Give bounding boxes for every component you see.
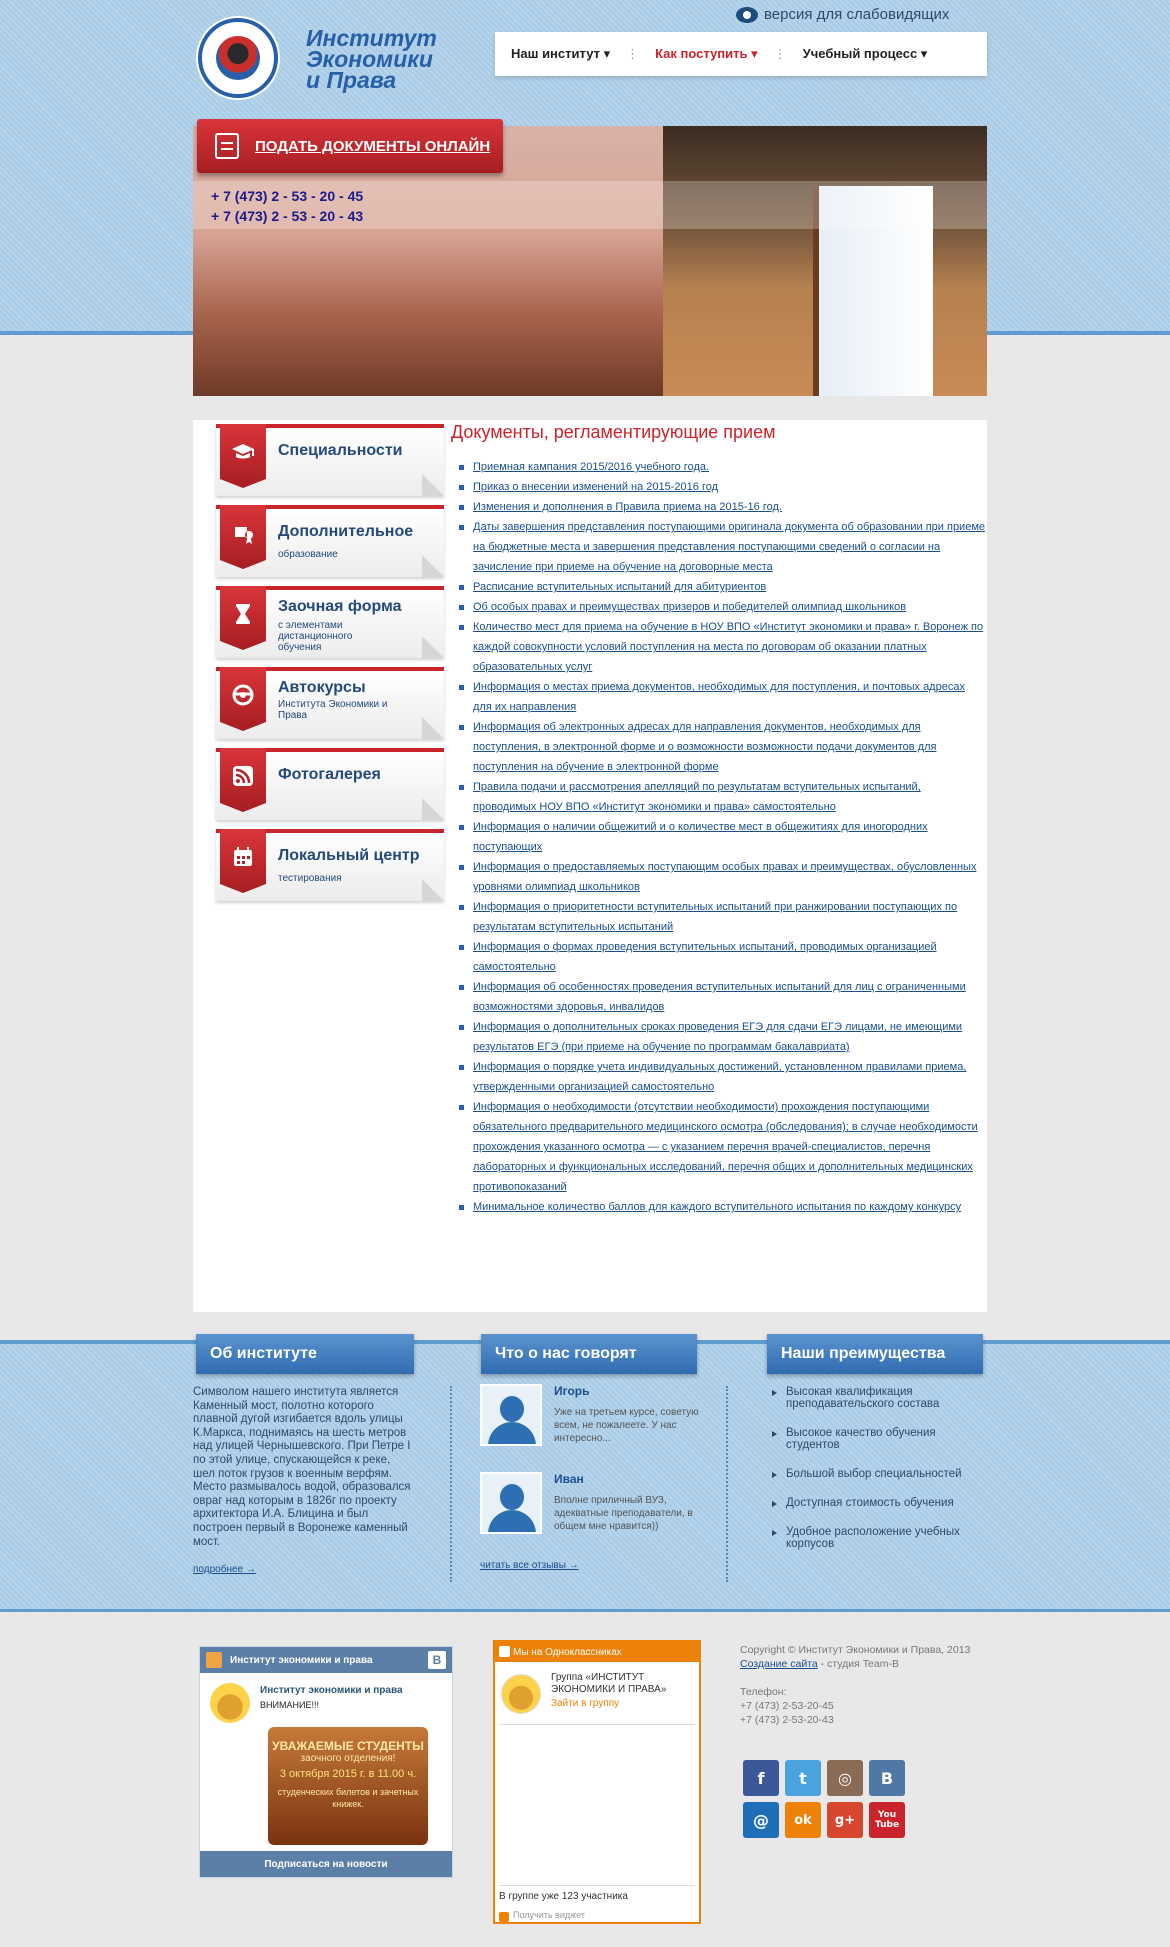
apply-online-button[interactable] xyxy=(197,119,503,173)
sidebar-item-subtitle: с элементами дистанционного обучения xyxy=(278,620,353,653)
apply-online-label: ПОДАТЬ ДОКУМЕНТЫ ОНЛАЙН xyxy=(255,137,491,155)
divider xyxy=(499,1724,695,1725)
divider xyxy=(499,1885,695,1886)
sidebar-item-specialties[interactable] xyxy=(216,424,444,496)
facebook-icon[interactable]: f xyxy=(743,1760,779,1796)
list-item xyxy=(473,617,985,677)
sidebar-item-title: Фотогалерея xyxy=(278,766,381,783)
sidebar-item-title: Автокурсы xyxy=(278,679,366,696)
all-reviews-link[interactable]: читать все отзывы → xyxy=(480,1560,579,1571)
page-curl xyxy=(422,636,444,658)
vk-post-text: ВНИМАНИЕ!!! xyxy=(260,1700,319,1710)
document-link[interactable]: Информация об особенностях проведения вступительных испытаний для лиц с ограниченными возможностями здоровья, инвалидов xyxy=(473,981,966,1013)
advantage-item: Большой выбор специальностей xyxy=(772,1468,982,1480)
calendar-icon xyxy=(231,845,255,869)
document-link[interactable]: Информация о необходимости (отсутствии необходимости) прохождения поступающими обязательного предварительного медицинского осмотра (обследования); в случае необходимости прохождения указанного осмотра — с указанием перечня врачей-специалистов, перечня лабораторных и функциональных исследований, перечня общих и дополнительных медицинских противопоказаний xyxy=(473,1101,978,1193)
advantages-list xyxy=(772,1386,982,1567)
ok-widget-header: Мы на Одноклассниках xyxy=(495,1642,699,1662)
banner-phone-2: + 7 (473) 2 - 53 - 20 - 43 xyxy=(211,208,364,224)
list-item xyxy=(473,777,985,817)
steering-wheel-icon xyxy=(231,683,255,707)
document-link[interactable]: Информация о приоритетности вступительных испытаний при ранжировании поступающих по результатам вступительных испытаний xyxy=(473,901,958,933)
document-link[interactable]: Информация о формах проведения вступительных испытаний, проводимых организацией самостоятельно xyxy=(473,941,937,973)
sidebar-item-photo-gallery[interactable] xyxy=(216,748,444,820)
sidebar-item-subtitle: образование xyxy=(278,549,338,560)
document-link[interactable]: Информация о порядке учета индивидуальных достижений, установленном правилами приема, утвержденными организацией самостоятельно xyxy=(473,1061,967,1093)
sidebar-item-title: Локальный центр xyxy=(278,847,420,864)
nav-separator: ⋮ xyxy=(773,46,787,61)
owl-logo-icon xyxy=(210,1683,250,1723)
list-item xyxy=(473,977,985,1017)
page-title: Документы, регламентирующие прием xyxy=(451,422,776,442)
list-item xyxy=(473,497,985,517)
documents-section xyxy=(451,422,985,1217)
review-author: Иван xyxy=(554,1472,584,1486)
nav-item-study[interactable]: Учебный процесс ▾ xyxy=(802,46,928,61)
social-links xyxy=(743,1760,903,1838)
vk-subscribe-button[interactable]: Подписаться на новости xyxy=(200,1851,452,1877)
about-text: Символом нашего института является Каменный мост, полотно которого плавной дугой изгибается вдоль улицы К.Маркса, поднимаясь на шесть метров над улицей Чернышевского. При Петре I по этой улице, спускающейся к реке, шел поток грузов к военным верфям. Место размывалось водой, образовался овраг над которым в 1826г по проекту архитектора И.А. Блицина и был построен первый в Воронеже каменный мост. xyxy=(193,1386,411,1548)
youtube-icon[interactable]: You Tube xyxy=(869,1802,905,1838)
main-content xyxy=(193,420,987,1312)
sidebar-item-additional-education[interactable] xyxy=(216,505,444,577)
document-link[interactable]: Информация о дополнительных сроках проведения ЕГЭ для сдачи ЕГЭ лицами, не имеющими результатов ЕГЭ (при приеме на обучение по программам бакалавриата) xyxy=(473,1021,963,1053)
list-item xyxy=(473,457,985,477)
list-item xyxy=(473,857,985,897)
list-item xyxy=(473,1197,985,1217)
copyright: Copyright © Институт Экономики и Права, 2013 xyxy=(740,1644,971,1656)
document-link[interactable]: Информация об электронных адресах для направления документов, необходимых для поступления, в электронной форме и о возможности возможности подачи документов для поступления на обучение в электронной форме xyxy=(473,721,937,773)
sidebar-item-distance-learning[interactable] xyxy=(216,586,444,658)
list-item xyxy=(473,817,985,857)
advantage-item: Доступная стоимость обучения xyxy=(772,1497,982,1509)
vk-widget xyxy=(199,1646,453,1878)
vk-icon[interactable]: В xyxy=(869,1760,905,1796)
odnoklassniki-widget xyxy=(493,1640,701,1924)
list-item xyxy=(473,597,985,617)
ok-join-link[interactable]: Зайти в группу xyxy=(551,1698,620,1709)
document-link[interactable]: Информация о наличии общежитий и о количестве мест в общежитиях для иногородних поступающих xyxy=(473,821,928,853)
eye-icon xyxy=(736,7,758,23)
list-item xyxy=(473,1097,985,1197)
vk-group-name[interactable]: Институт экономики и права xyxy=(260,1685,403,1696)
rss-icon xyxy=(231,764,255,788)
footer-info xyxy=(740,1643,980,1727)
phone-label: Телефон: xyxy=(740,1686,787,1698)
sidebar xyxy=(216,424,444,910)
documents-list xyxy=(451,457,985,1217)
low-vision-link[interactable] xyxy=(736,6,949,23)
avatar xyxy=(480,1472,542,1534)
document-link[interactable]: Приемная кампания 2015/2016 учебного года. xyxy=(473,461,710,473)
owl-logo-icon xyxy=(501,1674,541,1714)
ok-get-widget-link[interactable]: Получить виджет xyxy=(499,1910,585,1920)
banner-phone-1: + 7 (473) 2 - 53 - 20 - 45 xyxy=(211,188,364,204)
list-item xyxy=(473,937,985,977)
list-item xyxy=(473,717,985,777)
site-creation-link[interactable]: Создание сайта xyxy=(740,1658,818,1670)
about-more-link[interactable]: подробнее → xyxy=(193,1564,256,1575)
list-item xyxy=(473,1057,985,1097)
main-nav xyxy=(495,32,987,76)
info-band xyxy=(0,1340,1170,1612)
list-item xyxy=(473,677,985,717)
document-link[interactable]: Даты завершения представления поступающими оригинала документа об образовании при приеме на бюджетные места и завершения представления поступающими сведений о согласии на зачисление при приеме на обучение на договорные места xyxy=(473,521,985,573)
list-item xyxy=(473,897,985,937)
emblem-icon xyxy=(198,18,278,98)
sidebar-item-subtitle: тестирования xyxy=(278,873,342,884)
ok-member-count: В группе уже 123 участника xyxy=(499,1891,628,1902)
vk-post-image: УВАЖАЕМЫЕ СТУДЕНТЫ заочного отделения! 3 октября 2015 г. в 11.00 ч. студенческих билетов и зачетных книжек. xyxy=(268,1727,428,1845)
odnoklassniki-icon xyxy=(499,1646,510,1657)
list-item xyxy=(473,517,985,577)
about-header: Об институте xyxy=(196,1334,414,1374)
document-link[interactable]: Минимальное количество баллов для каждого вступительного испытания по каждому конкурсу xyxy=(473,1201,962,1213)
document-link[interactable]: Об особых правах и преимуществах призеров и победителей олимпиад школьников xyxy=(473,601,907,613)
page-curl xyxy=(422,474,444,496)
sidebar-item-subtitle: Института Экономики и Права xyxy=(278,699,388,721)
studio-text: - студия Team-B xyxy=(817,1658,899,1670)
advantages-header: Наши преимущества xyxy=(767,1334,983,1374)
document-link[interactable]: Приказ о внесении изменений на 2015-2016 год xyxy=(473,481,719,493)
group-avatar-icon xyxy=(206,1652,222,1668)
sidebar-item-title: Заочная форма xyxy=(278,598,402,615)
ok-group-name[interactable]: Группа «ИНСТИТУТ ЭКОНОМИКИ И ПРАВА» xyxy=(551,1672,667,1695)
divider xyxy=(450,1386,452,1582)
reviews-header: Что о нас говорят xyxy=(481,1334,697,1374)
document-icon xyxy=(215,133,239,159)
review-text: Уже на третьем курсе, советую всем, не пожалеете. У нас интересно... xyxy=(554,1407,699,1444)
document-link[interactable]: Количество мест для приема на обучение в НОУ ВПО «Институт экономики и права» г. Воронеж по каждой совокупности условий поступления на места по договорам об оказании платных образовательных услуг xyxy=(473,621,984,673)
banner-phones xyxy=(211,186,363,226)
page-curl xyxy=(422,798,444,820)
graduation-cap-icon xyxy=(231,440,255,464)
low-vision-label: версия для слабовидящих xyxy=(764,6,950,23)
vk-widget-header: Институт экономики и права В xyxy=(200,1647,452,1673)
nav-separator: ⋮ xyxy=(626,46,640,61)
review-author: Игорь xyxy=(554,1384,590,1398)
footer-phone-2: +7 (473) 2-53-20-43 xyxy=(740,1714,834,1726)
institute-logo[interactable] xyxy=(198,18,443,94)
advantage-item: Удобное расположение учебных корпусов xyxy=(772,1526,982,1550)
twitter-icon[interactable]: t xyxy=(785,1760,821,1796)
page-curl xyxy=(422,717,444,739)
document-link[interactable]: Информация о предоставляемых поступающим особых правах и преимуществах, обусловленных уровнями олимпиад школьников xyxy=(473,861,977,893)
footer-phone-1: +7 (473) 2-53-20-45 xyxy=(740,1700,834,1712)
document-link[interactable]: Расписание вступительных испытаний для абитуриентов xyxy=(473,581,767,593)
logo-text: Институт Экономики и Права xyxy=(306,25,437,93)
sidebar-item-testing-center[interactable] xyxy=(216,829,444,901)
instagram-icon[interactable]: ◎ xyxy=(827,1760,863,1796)
document-link[interactable]: Правила подачи и рассмотрения апелляций по результатам вступительных испытаний, проводимых НОУ ВПО «Институт экономики и права» самостоятельно xyxy=(473,781,921,813)
page-curl xyxy=(422,555,444,577)
hourglass-icon xyxy=(231,602,255,626)
diploma-icon xyxy=(231,521,255,545)
advantage-item: Высокое качество обучения студентов xyxy=(772,1427,982,1451)
review-text: Вполне приличный ВУЗ, адекватные преподаватели, в общем мне нравится)) xyxy=(554,1495,693,1532)
googleplus-icon[interactable]: g+ xyxy=(827,1802,863,1838)
nav-item-institute[interactable]: Наш институт ▾ xyxy=(511,46,611,61)
sidebar-item-title: Дополнительное xyxy=(278,523,414,540)
sidebar-item-driving-courses[interactable] xyxy=(216,667,444,739)
document-link[interactable]: Информация о местах приема документов, необходимых для поступления, и почтовых адресах для их направления xyxy=(473,681,965,713)
vk-icon: В xyxy=(428,1651,446,1669)
nav-item-admission[interactable]: Как поступить ▾ xyxy=(655,46,758,61)
avatar xyxy=(480,1384,542,1446)
divider xyxy=(726,1386,728,1582)
page-curl xyxy=(422,879,444,901)
odnoklassniki-icon[interactable]: ok xyxy=(785,1802,821,1838)
list-item xyxy=(473,477,985,497)
mail-icon[interactable]: @ xyxy=(743,1802,779,1838)
list-item xyxy=(473,1017,985,1057)
advantage-item: Высокая квалификация преподавательского состава xyxy=(772,1386,982,1410)
document-link[interactable]: Изменения и дополнения в Правила приема на 2015-16 год. xyxy=(473,501,782,513)
list-item xyxy=(473,577,985,597)
sidebar-item-title: Специальности xyxy=(278,442,403,459)
